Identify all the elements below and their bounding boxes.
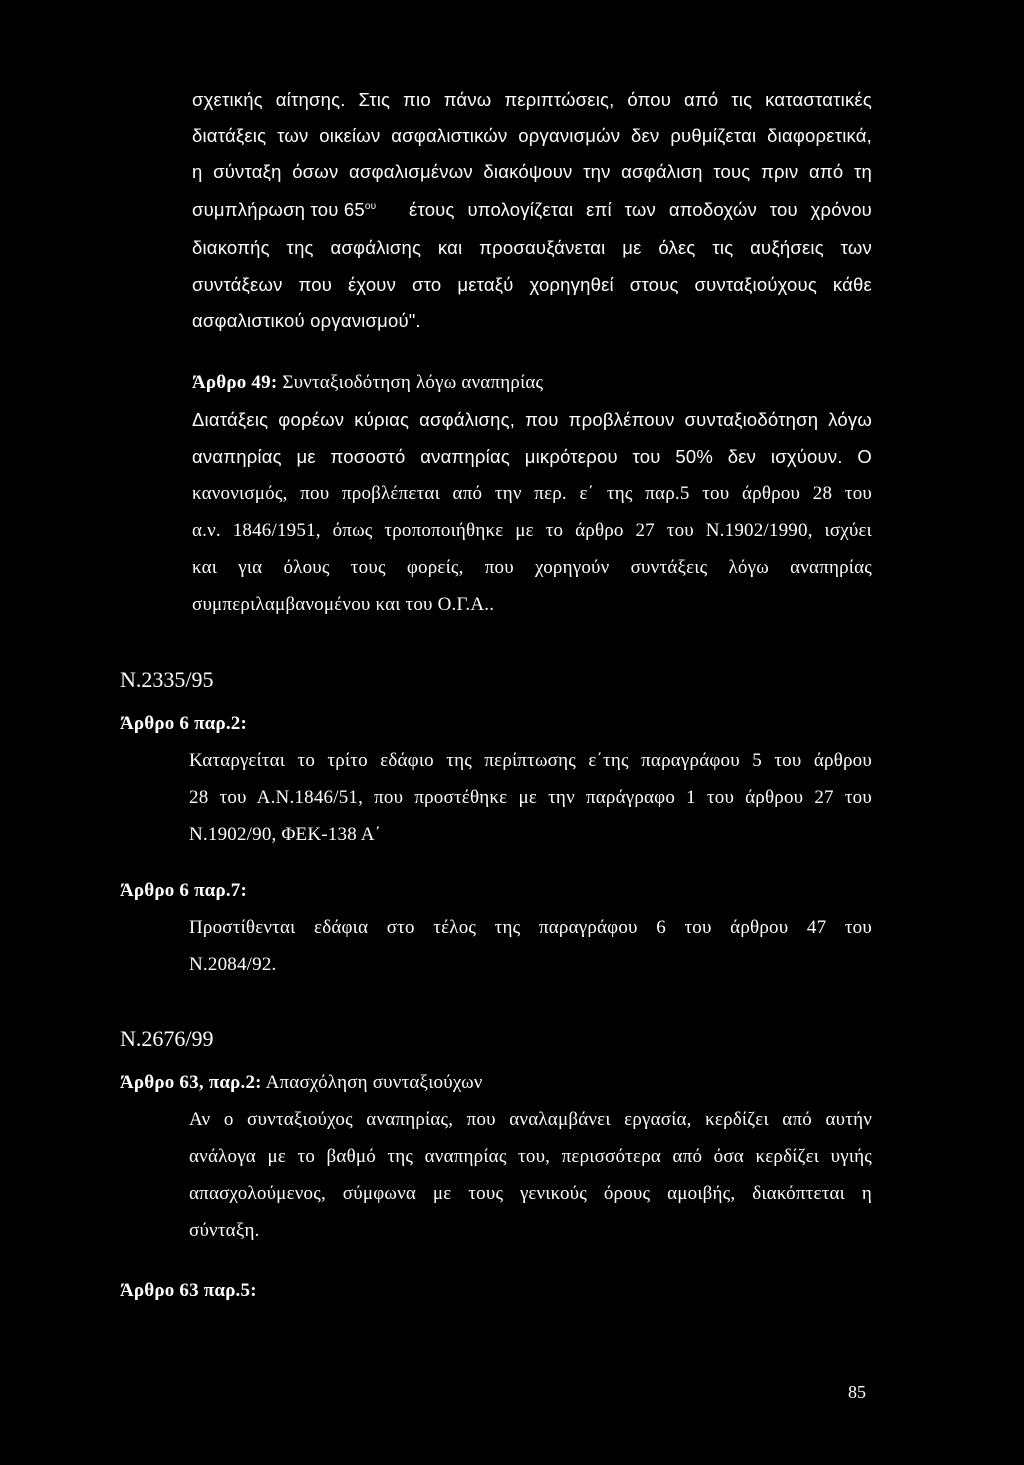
law-2676-article-63-2-line-4: σύνταξη. [189, 1220, 260, 1241]
article-49-line-2: αναπηρίας με ποσοστό αναπηρίας μικρότερου του 50% δεν ισχύουν. Ο [192, 446, 872, 467]
article-49-line-3: κανονισμός, που προβλέπεται από την περ. ε΄ της παρ.5 του άρθρου 28 του [192, 483, 872, 504]
law-2335-article-6-2-heading: Άρθρο 6 παρ.2: [120, 713, 248, 734]
intro-line-2: διατάξεις των οικείων ασφαλιστικών οργανισμών δεν ρυθμίζεται διαφορετικά, [192, 125, 872, 146]
article-49-line-4: α.ν. 1846/1951, όπως τροποποιήθηκε με το άρθρο 27 του Ν.1902/1990, ισχύει [192, 520, 872, 541]
intro-line-6: συντάξεων που έχουν στο μεταξύ χορηγηθεί στους συνταξιούχους κάθε [192, 274, 872, 295]
intro-line-1: σχετικής αίτησης. Στις πιο πάνω περιπτώσεις, όπου από τις καταστατικές [192, 89, 872, 110]
law-2676-article-63-2-line-1: Αν ο συνταξιούχος αναπηρίας, που αναλαμβάνει εργασία, κερδίζει από αυτήν [189, 1109, 872, 1130]
article-49-line-5: και για όλους τους φορείς, που χορηγούν συντάξεις λόγω αναπηρίας [192, 557, 872, 578]
article-49-line-1: Διατάξεις φορέων κύριας ασφάλισης, που προβλέπουν συνταξιοδότηση λόγω [192, 409, 872, 430]
intro-line-5: διακοπής της ασφάλισης και προσαυξάνεται με όλες τις αυξήσεις των [192, 237, 872, 258]
law-2676-article-63-2-line-2: ανάλογα με το βαθμό της αναπηρίας του, περισσότερα από όσα κερδίζει υγιής [189, 1146, 872, 1167]
page-number: 85 [848, 1382, 866, 1402]
intro-line-4-end: έτους υπολογίζεται επί των αποδοχών του χρόνου [409, 199, 872, 220]
law-2676-article-63-2-heading [120, 1072, 483, 1094]
article-49-line-6: συμπεριλαμβανομένου και του Ο.Γ.Α.. [192, 594, 495, 615]
article-49-title: Συνταξιοδότηση λόγω αναπηρίας [282, 372, 544, 393]
law-2335-article-6-2-line-2: 28 του Α.Ν.1846/51, που προστέθηκε με την παράγραφο 1 του άρθρου 27 του [189, 787, 872, 808]
law-2676-title: Ν.2676/99 [120, 1026, 214, 1051]
law-2676-article-63-2-label: Άρθρο 63, παρ.2: [120, 1072, 262, 1093]
article-49-heading [192, 372, 543, 394]
intro-line-7: ασφαλιστικού οργανισμού". [192, 310, 421, 331]
law-2335-article-6-2-line-1: Καταργείται το τρίτο εδάφιο της περίπτωσης ε΄της παραγράφου 5 του άρθρου [189, 750, 872, 771]
law-2676-article-63-2-title: Απασχόληση συνταξιούχων [265, 1072, 483, 1093]
law-2335-article-6-2-line-3: Ν.1902/90, ΦΕΚ-138 Α΄ [189, 824, 382, 845]
superscript-ordinal: ου [364, 200, 377, 212]
law-2335-article-6-7-line-2: Ν.2084/92. [189, 954, 277, 975]
law-2335-title: Ν.2335/95 [120, 667, 214, 692]
law-2676-article-63-2-line-3: απασχολούμενος, σύμφωνα με τους γενικούς όρους αμοιβής, διακόπτεται η [189, 1183, 872, 1204]
law-2676-article-63-5-heading: Άρθρο 63 παρ.5: [120, 1280, 257, 1301]
law-2335-article-6-7-line-1: Προστίθενται εδάφια στο τέλος της παραγράφου 6 του άρθρου 47 του [189, 917, 872, 938]
law-2335-article-6-7-heading: Άρθρο 6 παρ.7: [120, 880, 248, 901]
intro-line-4-text: συμπλήρωση του 65 [192, 199, 365, 220]
article-49-label: Άρθρο 49: [192, 372, 278, 393]
intro-line-3: η σύνταξη όσων ασφαλισμένων διακόψουν την ασφάλιση τους πριν από τη [192, 161, 872, 182]
intro-line-4-start [192, 199, 376, 221]
